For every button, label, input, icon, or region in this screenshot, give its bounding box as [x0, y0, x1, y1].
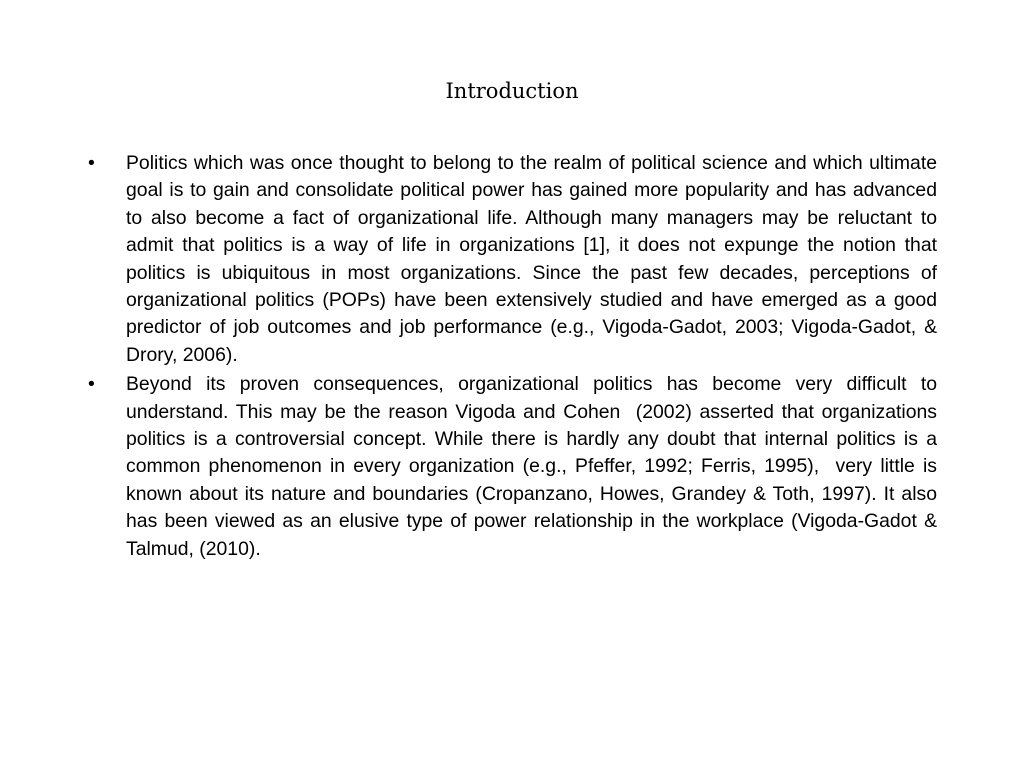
- bullet-text: Beyond its proven consequences, organizational politics has become very difficult to understand. This may be the reason Vigoda and Cohen (2002) asserted that organizations politics is a controversial concept. While there is hardly any doubt that internal politics is a common phenomenon in every organization (e.g., Pfeffer, 1992; Ferris, 1995), very little is known about its nature and boundaries (Cropanzano, Howes, Grandey & Toth, 1997). It also has been viewed as an elusive type of power relationship in the workplace (Vigoda-Gadot & Talmud, (2010).: [126, 373, 943, 560]
- slide-title: Introduction: [445, 79, 579, 103]
- bullet-text: Politics which was once thought to belong to the realm of political science and which ultimate goal is to gain and consolidate political power has gained more popularity and has advanced to also become a fact of organizational life. Although many managers may be reluctant to admit that politics is a way of life in organizations [1], it does not expunge the notion that politics is ubiquitous in most organizations. Since the past few decades, perceptions of organizational politics (POPs) have been extensively studied and have emerged as a good predictor of job outcomes and job performance (e.g., Vigoda-Gadot, 2003; Vigoda-Gadot, & Drory, 2006).: [126, 152, 943, 366]
- bullet-icon: •: [88, 152, 95, 174]
- bullet-item: [88, 150, 943, 369]
- bullet-item: [88, 371, 943, 563]
- bullet-icon: •: [88, 373, 95, 396]
- bullet-list: [88, 150, 943, 565]
